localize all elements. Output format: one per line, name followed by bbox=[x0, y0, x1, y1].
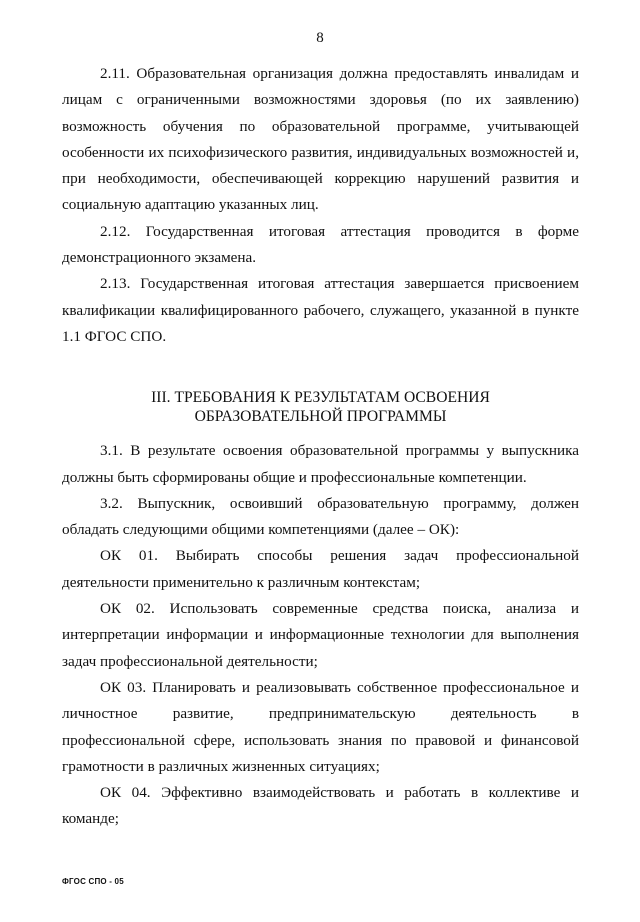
paragraph-2-13: 2.13. Государственная итоговая аттестация завершается присвоением квалификации квалифицированного рабочего, служащего, указанной в пункте 1.1 ФГОС СПО. bbox=[62, 275, 579, 345]
paragraph-3-1: 3.1. В результате освоения образовательной программы у выпускника должны быть сформированы общие и профессиональные компетенции. bbox=[62, 442, 579, 486]
section-heading: III. ТРЕБОВАНИЯ К РЕЗУЛЬТАТАМ ОСВОЕНИЯ ОБРАЗОВАТЕЛЬНОЙ ПРОГРАММЫ bbox=[151, 389, 490, 426]
paragraph-2-11: 2.11. Образовательная организация должна предоставлять инвалидам и лицам с ограниченными возможностями здоровья (по их заявлению) возможность обучения по образовательной программе, учитывающей особенности их психофизического развития, индивидуальных возможностей и, при необходимости, обеспечивающей коррекцию нарушений развития и социальную адаптацию указанных лиц. bbox=[62, 65, 579, 214]
competency-ok-04: ОК 04. Эффективно взаимодействовать и работать в коллективе и команде; bbox=[62, 784, 579, 828]
competency-ok-02: ОК 02. Использовать современные средства поиска, анализа и интерпретации информации и информационные технологии для выполнения задач профессиональной деятельности; bbox=[62, 600, 579, 670]
footer-document-code: ФГОС СПО - 05 bbox=[62, 877, 124, 886]
paragraph-2-12: 2.12. Государственная итоговая аттестация проводится в форме демонстрационного экзамена. bbox=[62, 222, 579, 267]
competency-ok-03: ОК 03. Планировать и реализовывать собственное профессиональное и личностное развитие, предпринимательскую деятельность в профессиональной сфере, использовать знания по правовой и финансовой грамотности в различных жизненных ситуациях; bbox=[62, 678, 579, 775]
paragraph-3-2: 3.2. Выпускник, освоивший образовательную программу, должен обладать следующими общими компетенциями (далее – ОК): bbox=[62, 494, 579, 539]
page-number: 8 bbox=[316, 30, 324, 46]
competency-ok-01: ОК 01. Выбирать способы решения задач профессиональной деятельности применительно к различным контекстам; bbox=[62, 547, 579, 591]
page-content bbox=[62, 61, 579, 833]
